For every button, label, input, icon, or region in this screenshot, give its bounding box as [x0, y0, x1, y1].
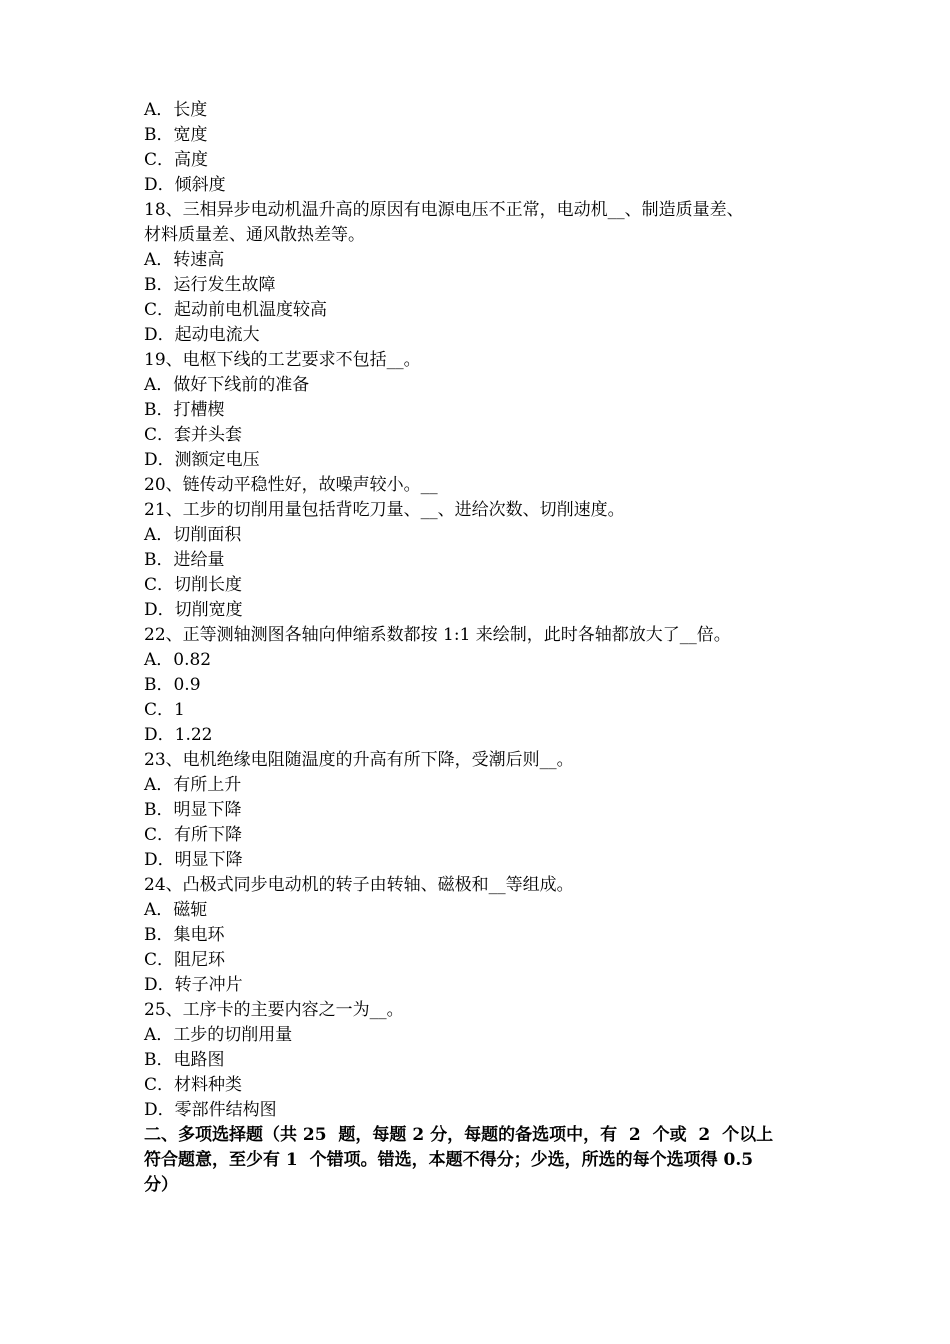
- option-a: A．0.82: [144, 650, 212, 670]
- option-c: C．有所下降: [144, 825, 243, 845]
- option-b: B．集电环: [144, 925, 225, 945]
- option-c: C．套并头套: [144, 425, 243, 445]
- question-24: 24、凸极式同步电动机的转子由转轴、磁极和__等组成。: [144, 875, 574, 895]
- section-heading-line-2: 符合题意，至少有 1 个错项。错选，本题不得分；少选，所选的每个选项得 0.5: [144, 1150, 754, 1170]
- question-18-line-2: 材料质量差、通风散热差等。: [144, 225, 365, 245]
- document-page: [144, 98, 824, 1198]
- question-20: 20、链传动平稳性好，故噪声较小。__: [144, 475, 438, 495]
- option-a: A．工步的切削用量: [144, 1025, 293, 1045]
- option-a: A．转速高: [144, 250, 225, 270]
- option-d: D．测额定电压: [144, 450, 260, 470]
- option-d: D．转子冲片: [144, 975, 243, 995]
- option-c: C．高度: [144, 150, 209, 170]
- option-b: B．0.9: [144, 675, 201, 695]
- option-d: D．切削宽度: [144, 600, 243, 620]
- question-22: 22、正等测轴测图各轴向伸缩系数都按 1:1 来绘制，此时各轴都放大了__倍。: [144, 625, 731, 645]
- question-18-line-1: 18、三相异步电动机温升高的原因有电源电压不正常，电动机__、制造质量差、: [144, 200, 744, 220]
- option-b: B．打槽楔: [144, 400, 225, 420]
- option-a: A．磁轭: [144, 900, 208, 920]
- section-heading-line-1: 二、多项选择题（共 25 题，每题 2 分，每题的备选项中，有 2 个或 2 个以上: [144, 1125, 774, 1145]
- section-heading-line-3: 分）: [144, 1175, 178, 1195]
- option-a: A．做好下线前的准备: [144, 375, 310, 395]
- option-b: B．进给量: [144, 550, 225, 570]
- option-d: D．起动电流大: [144, 325, 260, 345]
- option-b: B．运行发生故障: [144, 275, 276, 295]
- option-a: A．长度: [144, 100, 208, 120]
- option-c: C．材料种类: [144, 1075, 243, 1095]
- question-19: 19、电枢下线的工艺要求不包括__。: [144, 350, 421, 370]
- option-d: D．明显下降: [144, 850, 243, 870]
- option-d: D．1.22: [144, 725, 213, 745]
- option-a: A．有所上升: [144, 775, 242, 795]
- option-c: C．1: [144, 700, 185, 720]
- question-21: 21、工步的切削用量包括背吃刀量、__、进给次数、切削速度。: [144, 500, 625, 520]
- option-b: B．明显下降: [144, 800, 242, 820]
- option-c: C．起动前电机温度较高: [144, 300, 328, 320]
- option-a: A．切削面积: [144, 525, 242, 545]
- question-23: 23、电机绝缘电阻随温度的升高有所下降，受潮后则__。: [144, 750, 574, 770]
- option-b: B．宽度: [144, 125, 208, 145]
- option-c: C．切削长度: [144, 575, 243, 595]
- question-25: 25、工序卡的主要内容之一为__。: [144, 1000, 404, 1020]
- option-c: C．阻尼环: [144, 950, 226, 970]
- option-b: B．电路图: [144, 1050, 225, 1070]
- option-d: D．倾斜度: [144, 175, 226, 195]
- option-d: D．零部件结构图: [144, 1100, 277, 1120]
